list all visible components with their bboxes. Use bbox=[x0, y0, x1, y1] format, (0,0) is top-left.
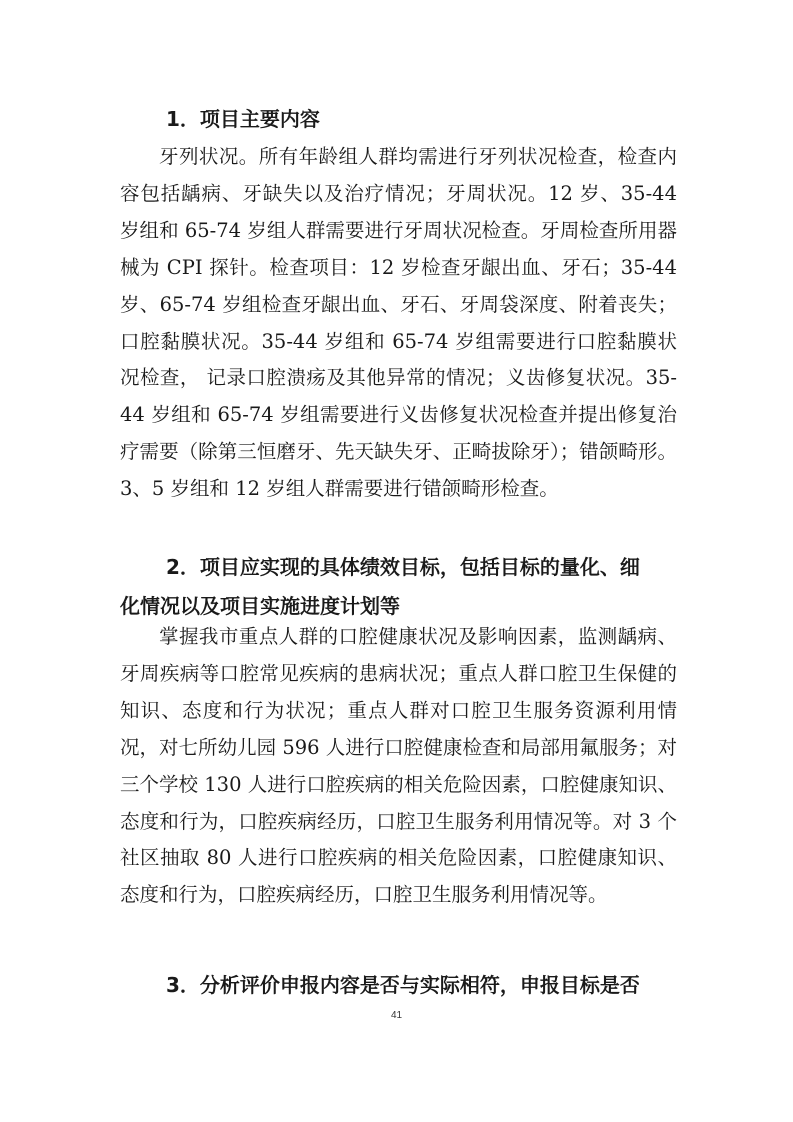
section-1-paragraph: 牙列状况。所有年龄组人群均需进行牙列状况检查，检查内容包括龋病、牙缺失以及治疗情况；牙周状况。12 岁、35-44 岁组和 65-74 岁组人群需要进行牙周状况检查。牙周检查所用器械为 CPI 探针。检查项目：12 岁检查牙龈出血、牙石；35-44 岁、65-74 岁组检查牙龈出血、牙石、牙周袋深度、附着丧失；口腔黏膜状况。35-44 岁组和 65-74 岁组需要进行口腔黏膜状况检查， 记录口腔溃疡及其他异常的情况；义齿修复状况。35-44 岁组和 65-74 岁组需要进行义齿修复状况检查并提出修复治疗需要（除第三恒磨牙、先天缺失牙、正畸拔除牙）；错颌畸形。3、5 岁组和 12 岁组人群需要进行错颌畸形检查。 bbox=[120, 145, 677, 501]
section-2-heading-line-1: 2．项目应实现的具体绩效目标，包括目标的量化、细 bbox=[166, 555, 640, 579]
section-1-heading: 1．项目主要内容 bbox=[166, 107, 320, 131]
page-number: 41 bbox=[390, 1010, 403, 1021]
section-2-paragraph: 掌握我市重点人群的口腔健康状况及影响因素，监测龋病、牙周疾病等口腔常见疾病的患病状况；重点人群口腔卫生保健的知识、态度和行为状况；重点人群对口腔卫生服务资源利用情况，对七所幼儿园 596 人进行口腔健康检查和局部用氟服务；对三个学校 130 人进行口腔疾病的相关危险因素，口腔健康知识、态度和行为，口腔疾病经历，口腔卫生服务利用情况等。对 3 个社区抽取 80 人进行口腔疾病的相关危险因素，口腔健康知识、态度和行为，口腔疾病经历，口腔卫生服务利用情况等。 bbox=[120, 625, 677, 907]
section-2-heading-line-2: 化情况以及项目实施进度计划等 bbox=[120, 594, 400, 618]
section-3-heading: 3．分析评价申报内容是否与实际相符，申报目标是否 bbox=[166, 973, 640, 997]
